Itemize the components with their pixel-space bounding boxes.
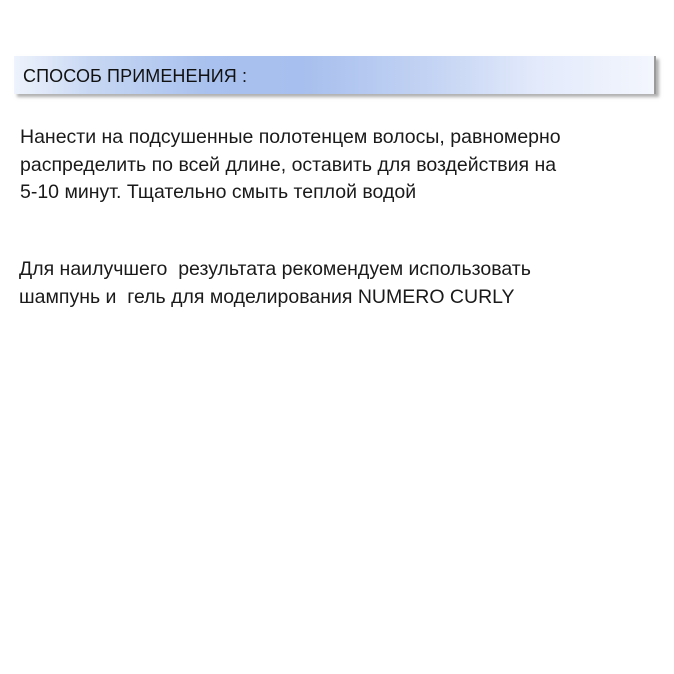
section-header-bar xyxy=(14,56,656,94)
instructions-line: 5-10 минут. Тщательно смыть теплой водой xyxy=(20,181,417,203)
recommendation-paragraph xyxy=(19,256,531,311)
instructions-line: распределить по всей длине, оставить для воздействия на xyxy=(20,153,557,176)
section-title: СПОСОБ ПРИМЕНЕНИЯ : xyxy=(23,66,248,86)
instructions-line: Нанести на подсушенные полотенцем волосы, равномерно xyxy=(20,126,561,148)
instructions-paragraph xyxy=(20,124,561,207)
recommendation-line: шампунь и гель для моделирования NUMERO CURLY xyxy=(19,285,515,308)
recommendation-line: Для наилучшего результата рекомендуем использовать xyxy=(19,258,531,280)
